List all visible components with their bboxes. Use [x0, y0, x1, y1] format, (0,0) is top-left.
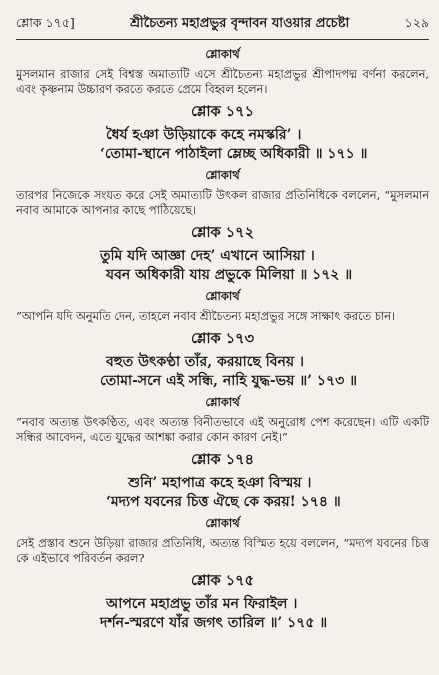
header-verse-ref: শ্লোক ১৭৫]: [16, 15, 75, 30]
translation-text: “নবাব অত্যন্ত উৎকণ্ঠিত, এবং অত্যন্ত বিনীতভাবে এই অনুরোধ পেশ করেছেন। এটি একটি সন্ধির আবেদন, এতে যুদ্ধের আশঙ্কা করার কোন কারণ নেই।”: [16, 415, 429, 444]
verse-line: ধৈর্য হঞা উড়িয়াকে কহে নমস্করি’ ।: [106, 127, 302, 143]
verse-heading: শ্লোক ১৭২: [190, 224, 254, 241]
verse-line: তুমি যদি আজ্ঞা দেহ’ এখানে আসিয়া ।: [100, 248, 315, 264]
translation-label: শ্লোকার্থ: [205, 516, 240, 530]
translation-text: তারপর নিজেকে সংযত করে সেই অমাত্যটি উৎকল রাজার প্রতিনিধিকে বললেন, “মুসলমান নবাব আমাকে আপনার কাছে পাঠিয়েছে।: [16, 188, 429, 217]
translation-label: শ্লোকার্থ: [205, 168, 240, 182]
verse-line: যবন অধিকারী যায় প্রভুকে মিলিয়া ॥ ১৭২ ॥: [106, 267, 353, 283]
running-header: [16, 0, 429, 35]
verse-line: আপনে মহাপ্রভু তাঁর মন ফিরাইল ।: [106, 596, 298, 612]
verse-line: তোমা-সনে এই সন্ধি, নাহি যুদ্ধ-ভয় ॥’ ১৭৩ ॥: [100, 373, 357, 389]
verse-line: ‘তোমা-স্থানে পাঠাইলা ম্লেচ্ছ অধিকারী ॥ ১৭১ ॥: [100, 146, 368, 162]
header-chapter-title: শ্রীচৈতন্য মহাপ্রভুর বৃন্দাবন যাওয়ার প্রচেষ্টা: [130, 16, 350, 31]
page-number: ১২৯: [404, 15, 429, 30]
translation-text: সেই প্রস্তাব শুনে উড়িয়া রাজার প্রতিনিধি, অত্যন্ত বিস্মিত হয়ে বললেন, “মদ্যপ যবনের চিত্ত কে এইভাবে পরিবর্তন করল?: [16, 536, 429, 565]
verse-line: বহুত উৎকণ্ঠা তাঁর, করয়াছে বিনয় ।: [106, 354, 305, 370]
translation-text: মুসলমান রাজার সেই বিশ্বস্ত অমাত্যটি এসে শ্রীচৈতন্য মহাপ্রভুর শ্রীপাদপদ্ম বর্ণনা করলেন, এবং কৃষ্ণনাম উচ্চারণ করতে করতে প্রেমে বিহ্বল হলেন।: [16, 67, 429, 96]
header-rule: [16, 39, 429, 40]
verse-line: শুনি’ মহাপাত্র কহে হঞা বিস্ময় ।: [128, 475, 312, 491]
verse-line: দর্শন-স্মরণে যাঁর জগৎ তারিল ॥’ ১৭৫ ॥: [100, 615, 328, 631]
translation-label: শ্লোকার্থ: [205, 289, 240, 303]
translation-label: শ্লোকার্থ: [205, 47, 240, 61]
verse-line: ‘মদ্যপ যবনের চিত্ত ঐছে কে করয়! ১৭৪ ॥: [106, 494, 341, 510]
verse-heading: শ্লোক ১৭৩: [190, 330, 254, 347]
translation-label: শ্লোকার্থ: [205, 395, 240, 409]
verse-heading: শ্লোক ১৭৫: [191, 572, 254, 589]
verse-heading: শ্লোক ১৭৪: [191, 451, 254, 468]
verse-heading: শ্লোক ১৭১: [191, 103, 254, 120]
translation-text: “আপনি যদি অনুমতি দেন, তাহলে নবাব শ্রীচৈতন্য মহাপ্রভুর সঙ্গে সাক্ষাৎ করতে চান।: [16, 309, 396, 323]
